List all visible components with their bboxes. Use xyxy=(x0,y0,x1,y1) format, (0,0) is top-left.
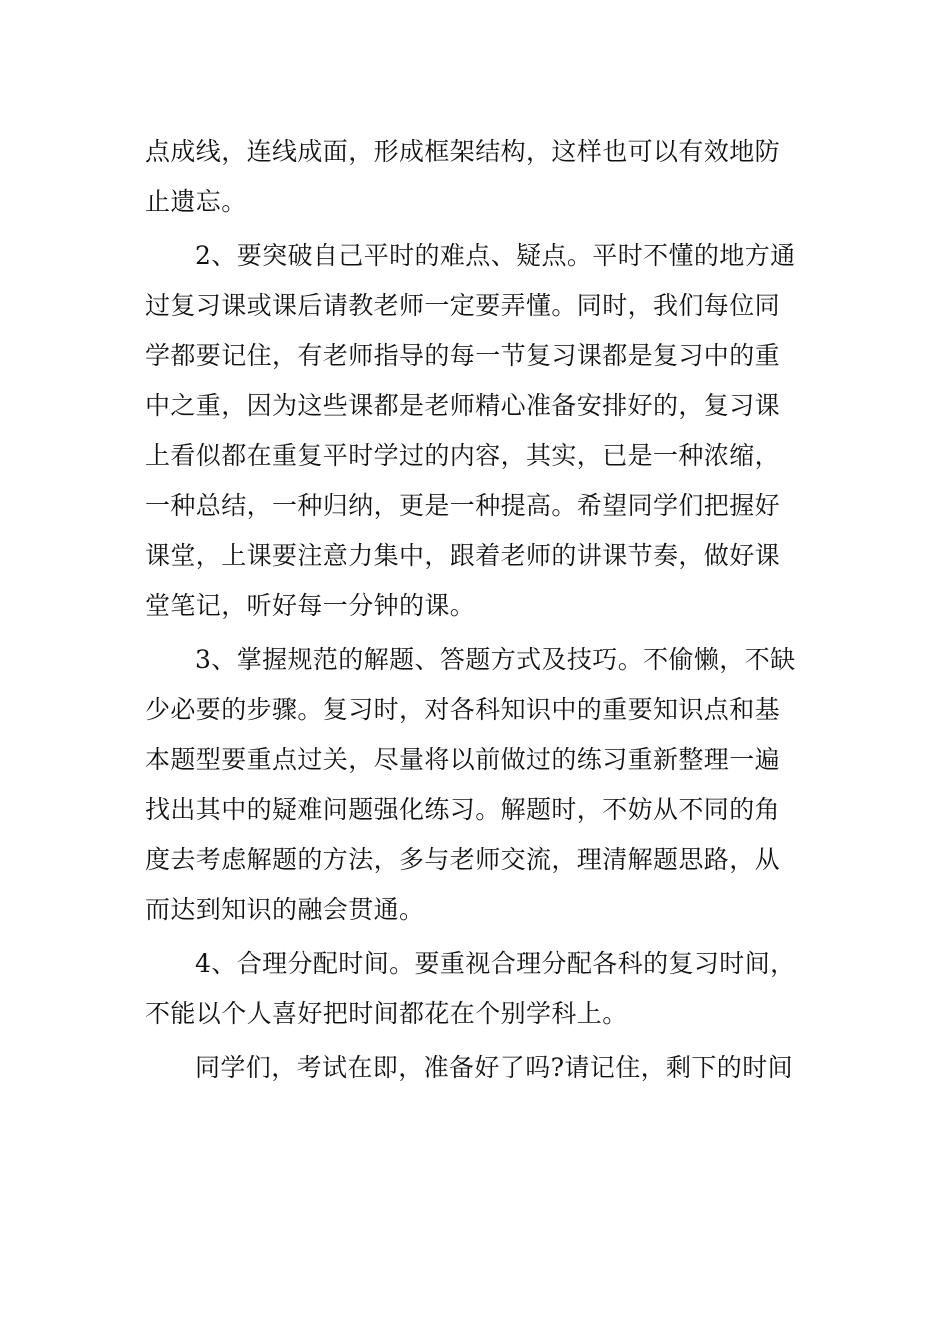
text-line: 堂笔记，听好每一分钟的课。 xyxy=(145,591,476,620)
paragraph-continuation xyxy=(145,127,810,227)
paragraph-closing xyxy=(145,1043,810,1093)
text-line: 同学们，考试在即，准备好了吗?请记住，剩下的时间 xyxy=(195,1053,794,1082)
text-line: 点成线，连线成面，形成框架结构，这样也可以有效地防 xyxy=(145,137,781,166)
body-text xyxy=(145,127,810,1093)
paragraph-item-2 xyxy=(145,231,810,631)
text-line: 4、合理分配时间。要重视合理分配各科的复习时间， xyxy=(195,949,796,978)
paragraph-item-4 xyxy=(145,939,810,1039)
text-line: 课堂，上课要注意力集中，跟着老师的讲课节奏，做好课 xyxy=(145,541,781,570)
paragraph-item-3 xyxy=(145,635,810,935)
text-line: 2、要突破自己平时的难点、疑点。平时不懂的地方通 xyxy=(195,241,796,270)
text-line: 上看似都在重复平时学过的内容，其实，已是一种浓缩， xyxy=(145,441,781,470)
text-line: 不能以个人喜好把时间都花在个别学科上。 xyxy=(145,999,628,1028)
text-line: 本题型要重点过关，尽量将以前做过的练习重新整理一遍 xyxy=(145,745,781,774)
text-line: 止遗忘。 xyxy=(145,187,247,216)
text-line: 一种总结，一种归纳，更是一种提高。希望同学们把握好 xyxy=(145,491,781,520)
text-line: 而达到知识的融会贯通。 xyxy=(145,895,425,924)
text-line: 中之重，因为这些课都是老师精心准备安排好的，复习课 xyxy=(145,391,781,420)
text-line: 少必要的步骤。复习时，对各科知识中的重要知识点和基 xyxy=(145,695,781,724)
text-line: 度去考虑解题的方法，多与老师交流，理清解题思路，从 xyxy=(145,845,781,874)
text-line: 找出其中的疑难问题强化练习。解题时，不妨从不同的角 xyxy=(145,795,781,824)
text-line: 过复习课或课后请教老师一定要弄懂。同时，我们每位同 xyxy=(145,291,781,320)
text-line: 3、掌握规范的解题、答题方式及技巧。不偷懒，不缺 xyxy=(195,645,796,674)
text-line: 学都要记住，有老师指导的每一节复习课都是复习中的重 xyxy=(145,341,781,370)
